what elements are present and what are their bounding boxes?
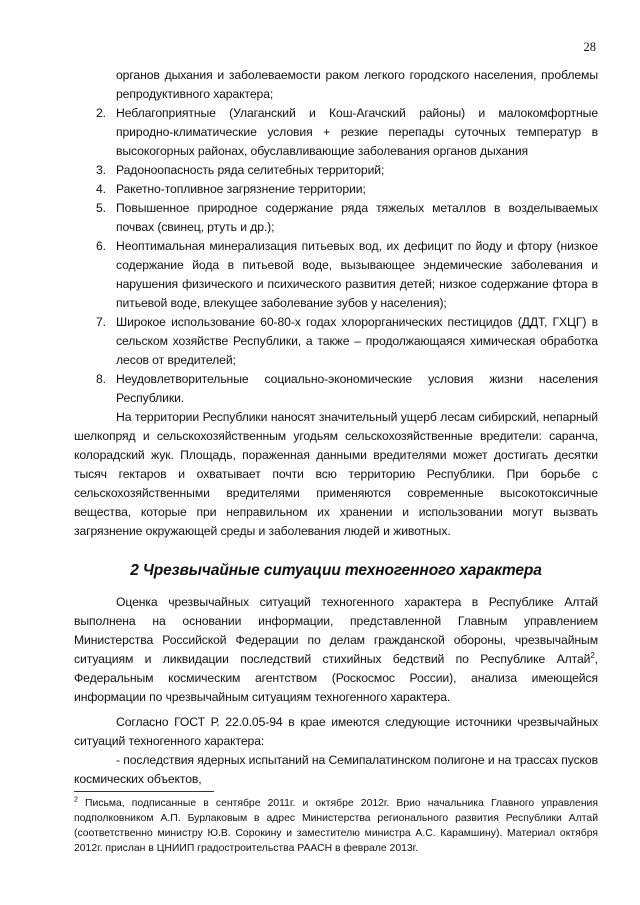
footnote-reference[interactable]: 2 — [590, 650, 595, 660]
list-number: 7. — [96, 315, 106, 329]
list-item — [74, 199, 598, 237]
footnote-divider — [74, 791, 214, 792]
list-number: 6. — [96, 239, 106, 253]
list-number: 5. — [96, 201, 106, 215]
list-text: Неудовлетворительные социально-экономические условия жизни населения Республики. — [116, 372, 598, 405]
list-item — [74, 161, 598, 180]
list-item — [74, 237, 598, 313]
list-text: Неоптимальная минерализация питьевых вод, их дефицит по йоду и фтору (низкое содержание йода в питьевой воде, вызывающее эндемические заболевания и нарушения физического и психического развития детей; низкое содержание фтора в питьевой воде, влекущее заболевание зубов у населения); — [116, 239, 598, 310]
list-text: Радоноопасность ряда селитебных территорий; — [116, 163, 385, 177]
assessment-paragraph — [74, 593, 598, 707]
list-item — [74, 180, 598, 199]
list-item — [74, 370, 598, 408]
list-text: Ракетно-топливное загрязнение территории; — [116, 182, 366, 196]
section-heading: 2 Чрезвычайные ситуации техногенного характера — [130, 562, 542, 579]
page-number: 28 — [583, 40, 596, 54]
list-number: 3. — [96, 163, 106, 177]
list-item — [74, 313, 598, 370]
footnote — [74, 796, 598, 856]
assessment-text-b: , Федеральным космическим агентством (Роскосмос России), анализа имеющейся информации по чрезвычайным ситуациям техногенного характера. — [74, 652, 598, 704]
footnote-text: Письма, подписанные в сентябре 2011г. и октябре 2012г. Врио начальника Главного управления подполковником А.П. Бурлаковым в адрес Министерства регионального развития Республики Алтай (соответственно министру Ю.В. Сорокину и заместителю министра А.С. Карамшину). Материал октября 2012г. прислан в ЦНИИП градостроительства РААСН в феврале 2013г. — [74, 798, 598, 854]
gost-paragraph: Согласно ГОСТ Р. 22.0.05-94 в крае имеются следующие источники чрезвычайных ситуаций техногенного характера: — [74, 715, 598, 748]
pests-paragraph: На территории Республики наносят значительный ущерб лесам сибирский, непарный шелкопряд и сельскохозяйственным угодьям сельскохозяйственные вредители: саранча, колорадский жук. Площадь, пораженная данными вредителями может достигать десятки тысяч гектаров и охватывает почти всю территорию Республики. При борьбе с сельскохозяйственными вредителями применяются современные высокотоксичные вещества, которые при неправильном их хранении и использовании могут вызвать загрязнение окружающей среды и заболевания людей и животных. — [74, 410, 598, 538]
risk-factor-list — [74, 104, 598, 408]
list-item — [74, 104, 598, 161]
assessment-text-a: Оценка чрезвычайных ситуаций техногенного характера в Республике Алтай выполнена на основании информации, представленной Главным управлением Министерства Российской Федерации по делам гражданской обороны, чрезвычайным ситуациям и ликвидации последствий стихийных бедствий по Республике Алтай — [74, 595, 598, 666]
list-text: Повышенное природное содержание ряда тяжелых металлов в возделываемых почвах (свинец, ртуть и др.); — [116, 201, 598, 234]
list-text: Неблагоприятные (Улаганский и Кош-Агачский районы) и малокомфортные природно-климатические условия + резкие перепады суточных температур в высокогорных районах, обуславливающие заболевания органов дыхания — [116, 106, 598, 158]
list-number: 4. — [96, 182, 106, 196]
list-number: 2. — [96, 106, 106, 120]
list-text: Широкое использование 60-80-х годах хлорорганических пестицидов (ДДТ, ГХЦГ) в сельском хозяйстве Республики, а также – продолжающаяся химическая обработка лесов от вредителей; — [116, 315, 598, 367]
list-number: 8. — [96, 372, 106, 386]
footnote-marker: 2 — [74, 796, 78, 804]
list-continuation: органов дыхания и заболеваемости раком легкого городского населения, проблемы репродуктивного характера; — [116, 68, 598, 101]
page-body — [74, 66, 598, 789]
nuclear-paragraph: - последствия ядерных испытаний на Семипалатинском полигоне и на трассах пусков космических объектов, — [74, 753, 598, 786]
